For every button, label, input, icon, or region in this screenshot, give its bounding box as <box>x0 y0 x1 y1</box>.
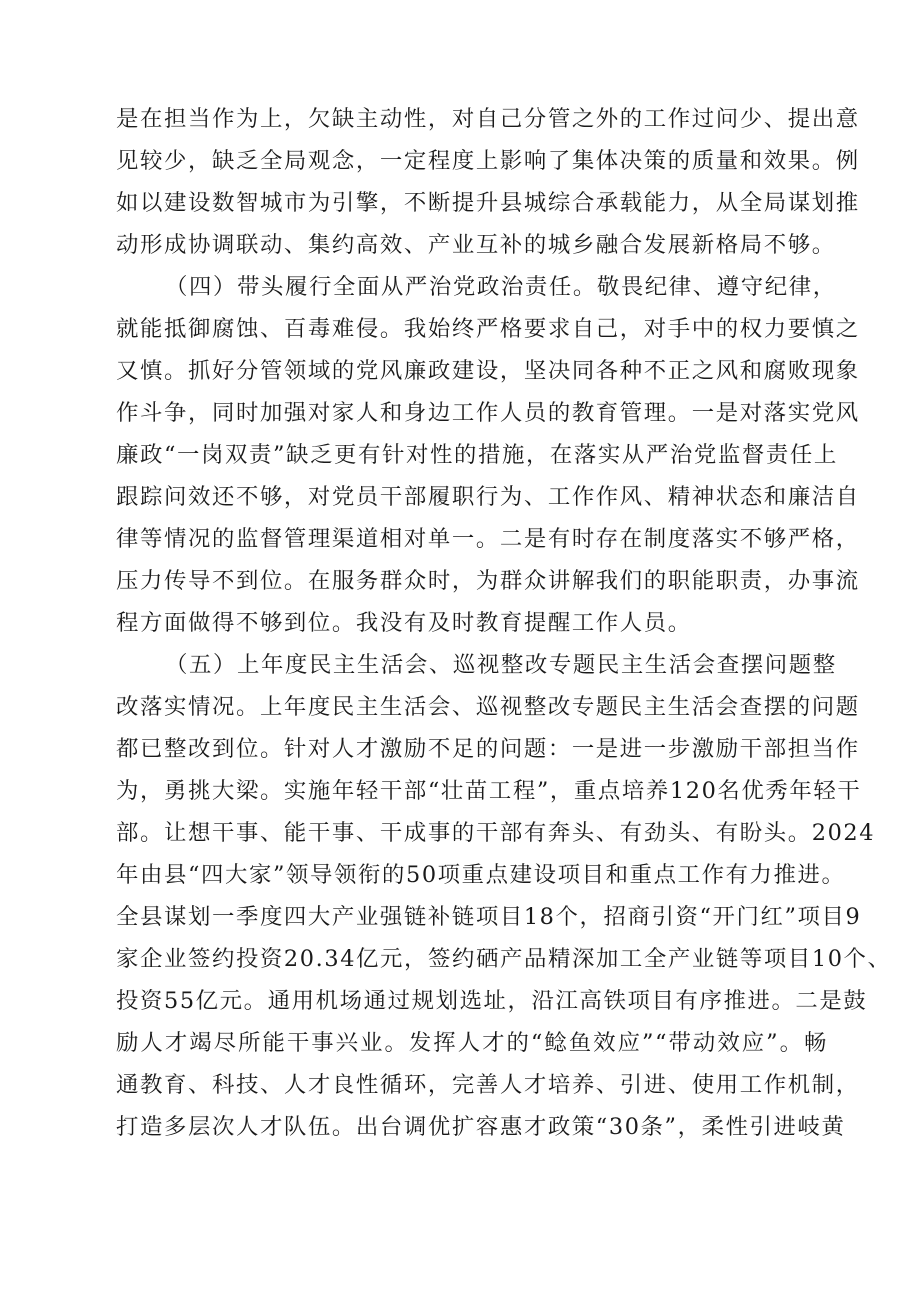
text-line: 程方面做得不够到位。我没有及时教育提醒工作人员。 <box>116 610 692 636</box>
text-line: 见较少，缺乏全局观念，一定程度上影响了集体决策的质量和效果。例 <box>116 148 860 174</box>
text-line: 就能抵御腐蚀、百毒难侵。我始终严格要求自己，对手中的权力要慎之 <box>116 316 860 342</box>
text-line: 廉政“一岗双责”缺乏更有针对性的措施，在落实从严治党监督责任上 <box>116 442 838 468</box>
text-line: 部。让想干事、能干事、干成事的干部有奔头、有劲头、有盼头。2024 <box>116 820 876 846</box>
text-line: （五）上年度民主生活会、巡视整改专题民主生活会查摆问题整 <box>165 652 837 678</box>
text-line: 励人才竭尽所能干事兴业。发挥人才的“鲶鱼效应”“带动效应”。畅 <box>116 1030 828 1056</box>
text-line: 是在担当作为上，欠缺主动性，对自己分管之外的工作过问少、提出意 <box>116 106 860 132</box>
text-line: 如以建设数智城市为引擎，不断提升县城综合承载能力，从全局谋划推 <box>116 190 860 216</box>
text-line: 压力传导不到位。在服务群众时，为群众讲解我们的职能职责，办事流 <box>116 568 860 594</box>
text-line: 又慎。抓好分管领域的党风廉政建设，坚决同各种不正之风和腐败现象 <box>116 358 860 384</box>
text-line: 律等情况的监督管理渠道相对单一。二是有时存在制度落实不够严格， <box>116 526 860 552</box>
text-line: 家企业签约投资20.34亿元，签约硒产品精深加工全产业链等项目10个、 <box>116 946 892 972</box>
text-line: （四）带头履行全面从严治党政治责任。敬畏纪律、遵守纪律， <box>165 274 837 300</box>
text-line: 改落实情况。上年度民主生活会、巡视整改专题民主生活会查摆的问题 <box>116 694 860 720</box>
text-line: 打造多层次人才队伍。出台调优扩容惠才政策“30条”，柔性引进岐黄 <box>116 1114 846 1140</box>
text-line: 全县谋划一季度四大产业强链补链项目18个，招商引资“开门红”项目9 <box>116 904 862 930</box>
text-line: 年由县“四大家”领导领衔的50项重点建设项目和重点工作有力推进。 <box>116 862 846 888</box>
text-line: 动形成协调联动、集约高效、产业互补的城乡融合发展新格局不够。 <box>116 232 836 258</box>
text-line: 跟踪问效还不够，对党员干部履职行为、工作作风、精神状态和廉洁自 <box>116 484 860 510</box>
text-line: 通教育、科技、人才良性循环，完善人才培养、引进、使用工作机制， <box>116 1072 860 1098</box>
text-line: 作斗争，同时加强对家人和身边工作人员的教育管理。一是对落实党风 <box>116 400 860 426</box>
text-line: 投资55亿元。通用机场通过规划选址，沿江高铁项目有序推进。二是鼓 <box>116 988 868 1014</box>
text-line: 都已整改到位。针对人才激励不足的问题：一是进一步激励干部担当作 <box>116 736 860 762</box>
document-body <box>116 98 892 1148</box>
text-line: 为，勇挑大梁。实施年轻干部“壮苗工程”，重点培养120名优秀年轻干 <box>116 778 862 804</box>
